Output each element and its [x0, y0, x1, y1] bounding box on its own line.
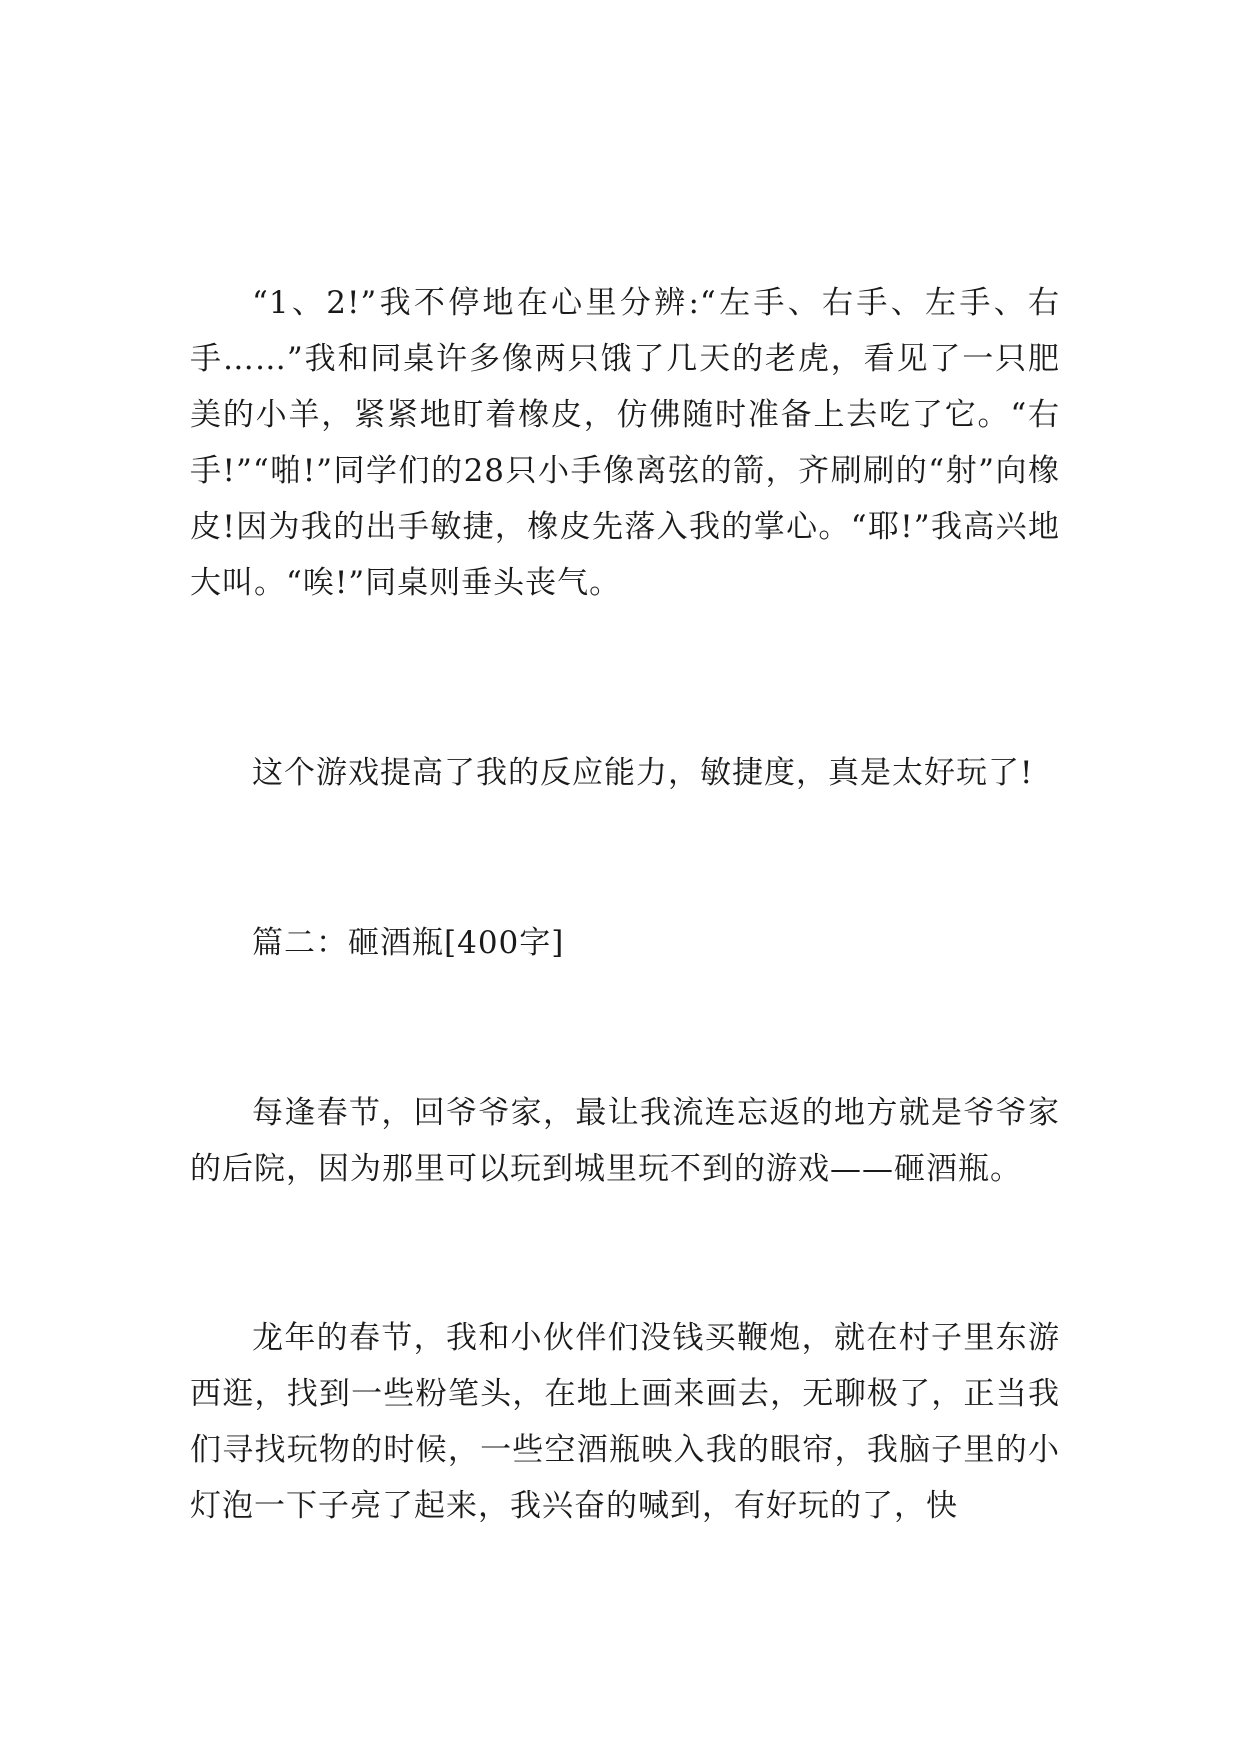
paragraph-spring-festival-intro: 每逢春节，回爷爷家，最让我流连忘返的地方就是爷爷家的后院，因为那里可以玩到城里玩不到的游戏——砸酒瓶。: [190, 1095, 1060, 1187]
paragraph-game-story: “1、2!”我不停地在心里分辨:“左手、右手、左手、右手……”我和同桌许多像两只饿了几天的老虎，看见了一只肥美的小羊，紧紧地盯着橡皮，仿佛随时准备上去吃了它。“右手!”“啪!”同学们的28只小手像离弦的箭，齐刷刷的“射”向橡皮!因为我的出手敏捷，橡皮先落入我的掌心。“耶!”我高兴地大叫。“唉!”同桌则垂头丧气。: [190, 285, 1060, 601]
section-heading: 篇二：砸酒瓶[400字]: [252, 925, 565, 961]
paragraph-game-conclusion: 这个游戏提高了我的反应能力，敏捷度，真是太好玩了!: [252, 755, 1034, 791]
paragraph-dragon-year: 龙年的春节，我和小伙伴们没钱买鞭炮，就在村子里东游西逛，找到一些粉笔头，在地上画来画去，无聊极了，正当我们寻找玩物的时候，一些空酒瓶映入我的眼帘，我脑子里的小灯泡一下子亮了起来，我兴奋的喊到，有好玩的了，快: [190, 1320, 1060, 1524]
